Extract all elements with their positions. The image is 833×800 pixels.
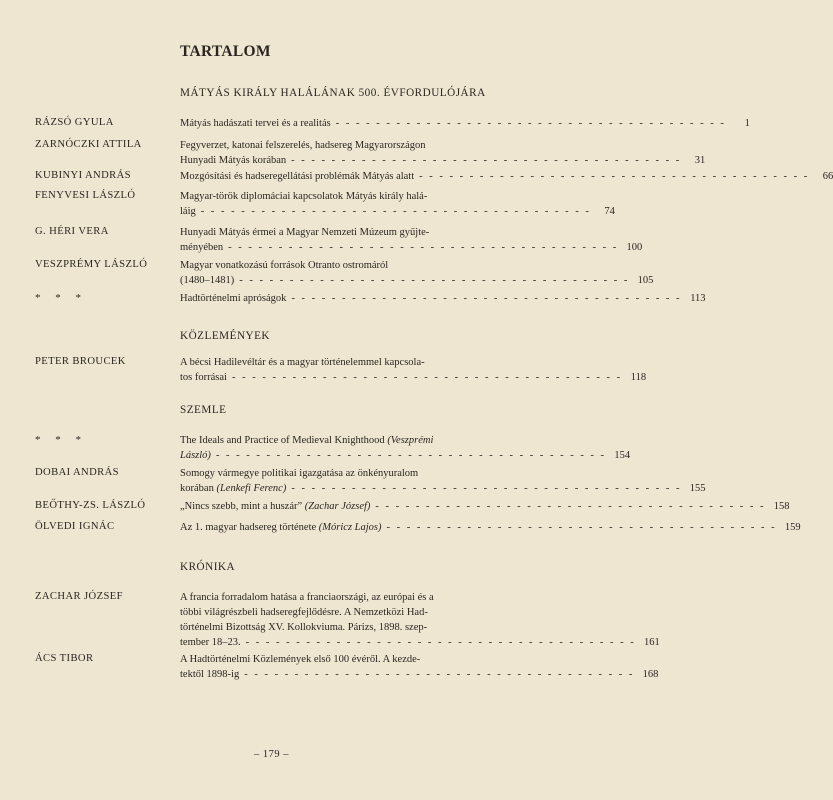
page-number: 168 (642, 669, 659, 680)
entry-title: A bécsi Hadilevéltár és a magyar történelemmel kapcsola- (180, 357, 425, 368)
section-heading: KÖZLEMÉNYEK (180, 330, 271, 342)
toc-entry[interactable]: Fegyverzet, katonai felszerelés, hadsereg Magyarországon Hunyadi Mátyás korában - - - - - - - - - - - - - - - - - - - - - - - - - - - - - - - - - - - - - - - 31 (180, 140, 706, 166)
page-number: 161 (644, 637, 660, 648)
toc-entry[interactable]: Magyar-török diplomáciai kapcsolatok Mátyás király halá- láig - - - - - - - - - - - - - - - - - - - - - - - - - - - - - - - - - - - - - - - 74 (180, 191, 615, 217)
reviewer-name: (Lenkefi Ferenc) (216, 483, 287, 494)
page-number: 159 (784, 522, 801, 533)
toc-entry[interactable]: Hunyadi Mátyás érmei a Magyar Nemzeti Múzeum gyűjte- ményében - - - - - - - - - - - - - - - - - - - - - - - - - - - - - - - - - - - - - - - 100 (180, 227, 643, 253)
page-number: 113 (690, 293, 706, 304)
entry-title: Fegyverzet, katonai felszerelés, hadsereg Magyarországon (180, 140, 426, 151)
page-number: 155 (689, 483, 706, 494)
page-number: 31 (694, 155, 706, 166)
page-number: 66 (822, 171, 833, 182)
entry-author: ÁCS TIBOR (35, 653, 94, 664)
entry-author: DOBAI ANDRÁS (35, 467, 119, 478)
entry-title-end: láig (180, 206, 196, 217)
entry-author: PETER BROUCEK (35, 356, 126, 367)
entry-author: ÖLVEDI IGNÁC (35, 521, 115, 532)
toc-entry[interactable]: A francia forradalom hatása a franciaországi, az európai és a többi világrészbeli hadseregfejlődésre. A Nemzetközi Had- történelmi Bizottság XV. Kollokviuma. Párizs, 1898. szep- tember 18–23. - - - - - - - - - - - - - - - - - - - - - - - - - - - - - - - - - - - - - - - 161 (180, 592, 660, 648)
entry-title: Hadtörténelmi apróságok (180, 293, 287, 304)
entry-author: G. HÉRI VERA (35, 226, 109, 237)
entry-title-end: tektől 1898-ig (180, 669, 240, 680)
entry-author: FENYVESI LÁSZLÓ (35, 190, 136, 201)
page-number: 158 (773, 501, 790, 512)
entry-title: Magyar vonatkozású források Otranto ostromáról (180, 260, 389, 271)
entry-title-line: többi világrészbeli hadseregfejlődésre. A Nemzetközi Had- (180, 607, 428, 618)
page-number: 118 (630, 372, 647, 383)
entry-title: Magyar-török diplomáciai kapcsolatok Mátyás király halá- (180, 191, 428, 202)
entry-title: Mátyás hadászati tervei és a realitás (180, 118, 331, 129)
page-number: 74 (604, 206, 615, 217)
entry-title-line: A francia forradalom hatása a franciaországi, az európai és a (180, 592, 434, 603)
entry-author: KUBINYI ANDRÁS (35, 170, 131, 181)
section-heading: KRÓNIKA (180, 561, 236, 573)
entry-title-end: ményében (180, 242, 224, 253)
toc-entry[interactable]: The Ideals and Practice of Medieval Knighthood (Veszprémi László) - - - - - - - - - - - - - - - - - - - - - - - - - - - - - - - - - - - - - - - 154 (180, 435, 631, 461)
page-number: 154 (614, 450, 631, 461)
page-number: 1 (744, 118, 750, 129)
toc-entry[interactable]: Mozgósítási és hadseregellátási problémák Mátyás alatt - - - - - - - - - - - - - - - - - - - - - - - - - - - - - - - - - - - - - - - 66 (180, 171, 833, 182)
entry-title-end: tember 18–23. (180, 637, 241, 648)
entry-title-end: (1480–1481) (180, 275, 235, 286)
toc-entry[interactable]: Mátyás hadászati tervei és a realitás - - - - - - - - - - - - - - - - - - - - - - - - - - - - - - - - - - - - - - - 1 (180, 118, 750, 129)
reviewer-name: (Veszprémi (387, 435, 434, 446)
entry-title: Somogy vármegye politikai igazgatása az önkényuralom (180, 468, 419, 479)
toc-entry[interactable]: Hadtörténelmi apróságok - - - - - - - - - - - - - - - - - - - - - - - - - - - - - - - - - - - - - - - 113 (180, 293, 706, 304)
page-number: 100 (626, 242, 643, 253)
entry-title-end: Hunyadi Mátyás korában (180, 155, 287, 166)
reviewer-name: (Móricz Lajos) (318, 522, 382, 533)
entry-title: „Nincs szebb, mint a huszár” (180, 501, 303, 512)
asterisks-author: * * * (35, 434, 87, 446)
entry-author: BEŐTHY-ZS. LÁSZLÓ (35, 500, 146, 511)
toc-entry[interactable]: A bécsi Hadilevéltár és a magyar történelemmel kapcsola- tos forrásai - - - - - - - - - - - - - - - - - - - - - - - - - - - - - - - - - - - - - - - 118 (180, 357, 647, 383)
entry-title-end: tos forrásai (180, 372, 227, 383)
page-number: 105 (637, 275, 654, 286)
entry-author: RÁZSÓ GYULA (35, 117, 114, 128)
toc-entry[interactable]: Somogy vármegye politikai igazgatása az önkényuralom korában (Lenkefi Ferenc) - - - - - - - - - - - - - - - - - - - - - - - - - - - - - - - - - - - - - - - 155 (180, 468, 706, 494)
reviewer-name: (Zachar József) (304, 501, 371, 512)
entry-author: ZACHAR JÓZSEF (35, 591, 123, 602)
section-heading: MÁTYÁS KIRÁLY HALÁLÁNAK 500. ÉVFORDULÓJÁRA (180, 87, 486, 99)
section-heading: SZEMLE (180, 404, 227, 416)
entry-title: Az 1. magyar hadsereg története (180, 522, 317, 533)
asterisks-author: * * * (35, 292, 87, 304)
entry-title: Hunyadi Mátyás érmei a Magyar Nemzeti Múzeum gyűjte- (180, 227, 430, 238)
toc-entry[interactable]: „Nincs szebb, mint a huszár” (Zachar József) - - - - - - - - - - - - - - - - - - - - - - - - - - - - - - - - - - - - - - - 158 (180, 501, 790, 512)
entry-author: VESZPRÉMY LÁSZLÓ (35, 259, 148, 270)
entry-title-line: történelmi Bizottság XV. Kollokviuma. Párizs, 1898. szep- (180, 622, 428, 633)
toc-entry[interactable]: Az 1. magyar hadsereg története (Móricz Lajos) - - - - - - - - - - - - - - - - - - - - - - - - - - - - - - - - - - - - - - - 159 (180, 522, 801, 533)
entry-author: ZARNÓCZKI ATTILA (35, 139, 142, 150)
entry-title-end: korában (180, 483, 214, 494)
page-folio: – 179 – (254, 749, 289, 760)
toc-entry[interactable]: A Hadtörténelmi Közlemények első 100 évéről. A kezde- tektől 1898-ig - - - - - - - - - - - - - - - - - - - - - - - - - - - - - - - - - - - - - - - 168 (180, 654, 659, 680)
entry-title: Mozgósítási és hadseregellátási problémák Mátyás alatt (180, 171, 415, 182)
page-title: TARTALOM (180, 43, 271, 60)
entry-title: A Hadtörténelmi Közlemények első 100 évéről. A kezde- (180, 654, 421, 665)
entry-title: The Ideals and Practice of Medieval Knighthood (180, 435, 385, 446)
toc-entry[interactable]: Magyar vonatkozású források Otranto ostromáról (1480–1481) - - - - - - - - - - - - - - - - - - - - - - - - - - - - - - - - - - - - - - - 105 (180, 260, 654, 286)
reviewer-name-end: László) (180, 450, 211, 461)
